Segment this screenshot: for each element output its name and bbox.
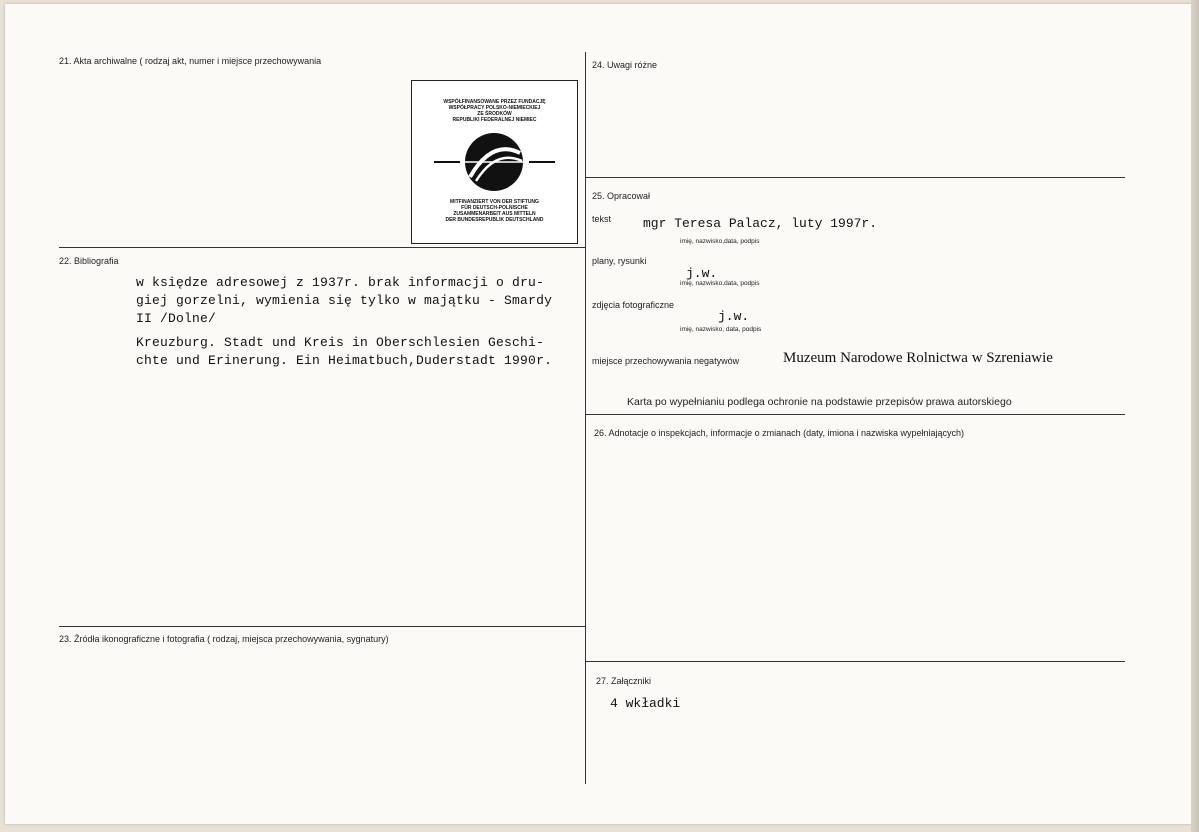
zdjecia-value: j.w. (718, 309, 750, 324)
divider-26-27 (586, 661, 1125, 662)
plany-label: plany, rysunki (592, 256, 647, 266)
record-card (5, 4, 1191, 824)
center-divider (585, 52, 586, 784)
card-edge (1191, 0, 1199, 832)
plany-value: j.w. (686, 266, 718, 281)
divider-25-26 (586, 414, 1125, 415)
tekst-label: tekst (592, 214, 612, 224)
section-27-label: 27. Załączniki (596, 676, 652, 686)
section-25-label: 25. Opracował (592, 191, 651, 201)
section-26-label: 26. Adnotacje o inspekcjach, informacje o zmianach (daty, imiona i nazwiska wypełniających) (594, 428, 965, 438)
stamp-text-de: MITFINANZIERT VON DER STIFTUNG FÜR DEUTSCH-POLNISCHE ZUSAMMENARBEIT AUS MITTELN DER BUNDESREPUBLIK DEUTSCHLAND (445, 199, 544, 223)
zdjecia-label: zdjęcia fotograficzne (592, 300, 675, 310)
funding-stamp (411, 80, 578, 244)
section-23-label: 23. Źródła ikonograficzne i fotografia ( rodzaj, miejsca przechowywania, sygnatury) (59, 634, 389, 644)
zdjecia-hint: imię, nazwisko, data, podpis (680, 326, 762, 333)
divider-22-23 (59, 626, 585, 627)
copyright-note: Karta po wypełnianiu podlega ochronie na podstawie przepisów prawa autorskiego (627, 396, 1012, 408)
bibliography-entry-2: Kreuzburg. Stadt und Kreis in Oberschlesien Geschi- chte und Erinerung. Ein Heimatbuch,Duderstadt 1990r. (136, 335, 553, 368)
tekst-value: mgr Teresa Palacz, luty 1997r. (643, 216, 878, 231)
foundation-logo-icon (432, 131, 557, 193)
section-21-label: 21. Akta archiwalne ( rodzaj akt, numer i miejsce przechowywania (59, 56, 322, 66)
section-24-label: 24. Uwagi różne (592, 60, 658, 70)
divider-24-25 (586, 177, 1125, 178)
negatywy-value: Muzeum Narodowe Rolnictwa w Szreniawie (783, 350, 1053, 366)
negatywy-label: miejsce przechowywania negatywów (592, 356, 740, 366)
divider-21-22 (59, 247, 585, 248)
tekst-hint: imię, nazwisko,data, podpis (680, 238, 760, 245)
plany-hint: imię, nazwisko,data, podpis (680, 280, 760, 287)
attachments-value: 4 wkładki (610, 696, 681, 711)
bibliography-entry-1: w księdze adresowej z 1937r. brak informacji o dru- giej gorzelni, wymienia się tylko w majątku - Smardy II /Dolne/ (136, 275, 553, 326)
section-22-label: 22. Bibliografia (59, 256, 119, 266)
stamp-text-pl: WSPÓŁFINANSOWANE PRZEZ FUNDACJĘ WSPÓŁPRACY POLSKO-NIEMIECKIEJ ZE ŚRODKÓW REPUBLIKI FEDERALNEJ NIEMIEC (443, 99, 546, 123)
